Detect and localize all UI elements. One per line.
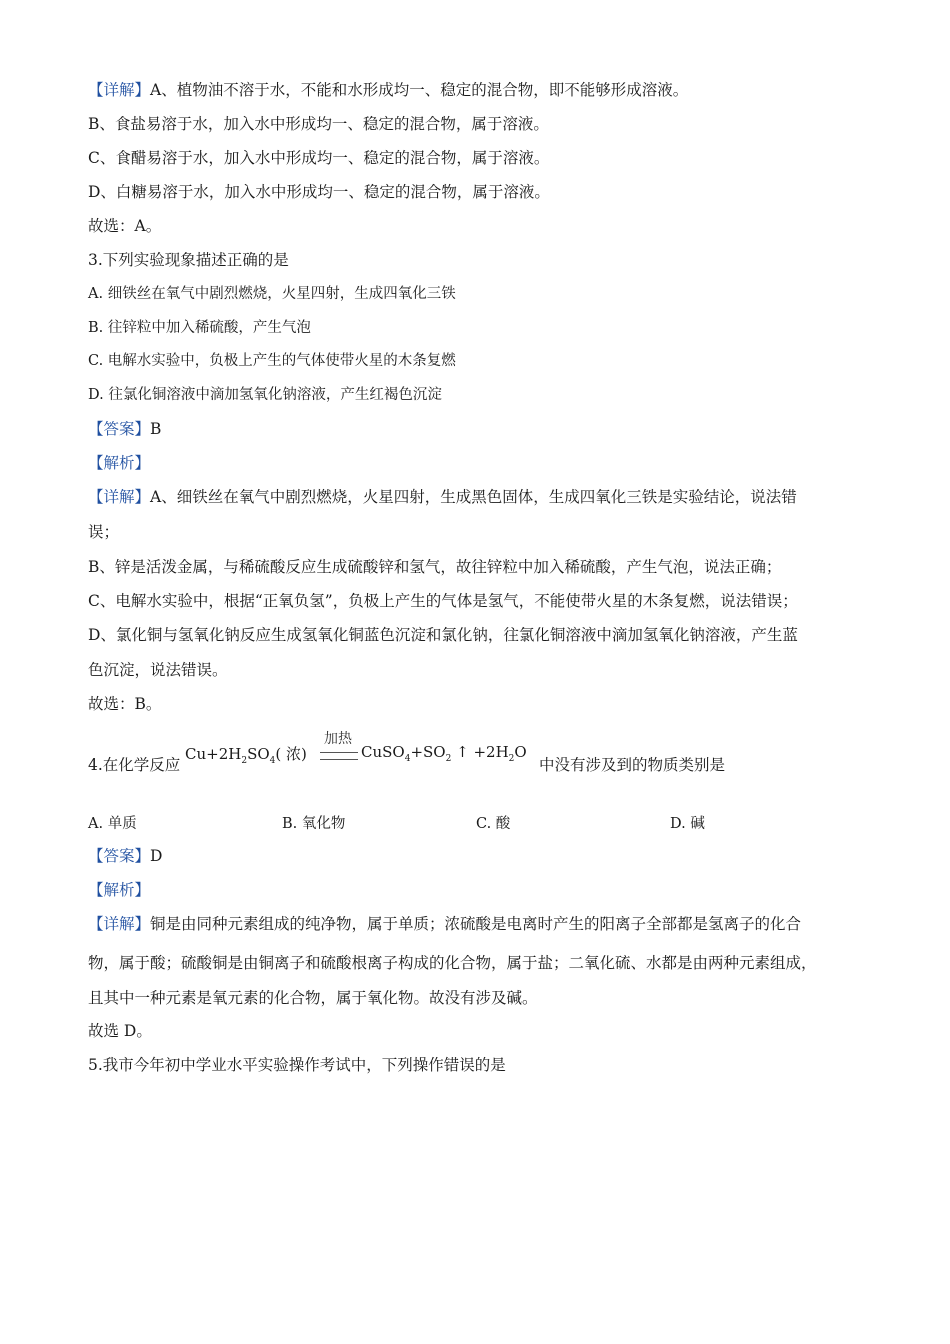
q3-detail-d-2: 色沉淀，说法错误。 (88, 661, 228, 679)
q3-detail-a-1 (88, 486, 797, 508)
q4-option-b: B. 氧化物 (282, 816, 346, 832)
q3-answer (88, 418, 161, 440)
q3-detail-b: B、锌是活泼金属，与稀硫酸反应生成硫酸锌和氢气，故往锌粒中加入稀硫酸，产生气泡，说法正确； (88, 558, 782, 576)
q5-question: 5.我市今年初中学业水平实验操作考试中，下列操作错误的是 (88, 1056, 506, 1074)
q3-option-d: D. 往氯化铜溶液中滴加氢氧化钠溶液，产生红褐色沉淀 (88, 387, 442, 403)
detail-tag: 【详解】 (88, 81, 151, 99)
equation-reactants (185, 743, 307, 766)
q2-detail-d: D、白糖易溶于水，加入水中形成均一、稳定的混合物，属于溶液。 (88, 183, 550, 201)
equation-products (361, 743, 527, 764)
q2-detail-b: B、食盐易溶于水，加入水中形成均一、稳定的混合物，属于溶液。 (88, 115, 549, 133)
eq-so2: +SO (410, 743, 446, 761)
q3-conclusion: 故选：B。 (88, 695, 162, 713)
q4-detail-2: 物，属于酸；硫酸铜是由铜离子和硫酸根离子构成的化合物，属于盐；二氧化硫、水都是由两种元素组成， (88, 954, 817, 972)
q4-option-a: A. 单质 (88, 816, 137, 832)
detail-tag: 【详解】 (88, 915, 151, 933)
q2-detail-c: C、食醋易溶于水，加入水中形成均一、稳定的混合物，属于溶液。 (88, 149, 550, 167)
q3-answer-value: B (150, 420, 162, 438)
q2-detail-a (88, 79, 688, 101)
eq-water: +2H (473, 743, 509, 761)
q3-detail-d-1: D、氯化铜与氢氧化钠反应生成氢氧化铜蓝色沉淀和氯化钠，往氯化铜溶液中滴加氢氧化钠溶液，产生蓝 (88, 626, 798, 644)
q2-conclusion: 故选：A。 (88, 217, 162, 235)
q3-analysis (88, 452, 150, 474)
q3-detail-c: C、电解水实验中，根据“正氧负氢”，负极上产生的气体是氢气，不能使带火星的木条复燃，说法错误； (88, 592, 798, 610)
eq-sub: 2 (508, 754, 515, 764)
q2-detail-a-text: A、植物油不溶于水，不能和水形成均一、稳定的混合物，即不能够形成溶液。 (150, 81, 689, 99)
q4-detail-1-text: 铜是由同种元素组成的纯净物，属于单质；浓硫酸是电离时产生的阳离子全部都是氢离子的化合 (150, 915, 802, 933)
q3-option-a: A. 细铁丝在氧气中剧烈燃烧，火星四射，生成四氧化三铁 (88, 286, 456, 302)
gas-arrow-icon: ↑ (451, 743, 474, 761)
eq-sub: 2 (241, 756, 248, 766)
answer-tag: 【答案】 (88, 847, 151, 865)
analysis-tag: 【解析】 (88, 881, 151, 899)
q4-question (88, 728, 848, 778)
eq-o: O (514, 743, 527, 761)
q3-question: 3.下列实验现象描述正确的是 (88, 251, 289, 269)
q4-question-suffix: 中没有涉及到的物质类别是 (539, 756, 726, 774)
q4-option-d: D. 碱 (670, 816, 705, 832)
eq-sub: 4 (269, 756, 276, 766)
equation-condition: 加热 (324, 731, 352, 747)
q4-answer-value: D (150, 847, 163, 865)
analysis-tag: 【解析】 (88, 454, 151, 472)
equation-equals-sign (320, 752, 358, 760)
q3-detail-a-text: A、细铁丝在氧气中剧烈燃烧，火星四射，生成黑色固体，生成四氧化三铁是实验结论，说法错 (150, 488, 797, 506)
eq-sub: 2 (445, 754, 452, 764)
eq-so4: SO (247, 745, 270, 763)
detail-tag: 【详解】 (88, 488, 151, 506)
q4-answer (88, 845, 162, 867)
q3-option-c: C. 电解水实验中，负极上产生的气体使带火星的木条复燃 (88, 353, 456, 369)
eq-cuso4: CuSO (361, 743, 405, 761)
q4-option-c: C. 酸 (476, 816, 511, 832)
q4-detail-3: 且其中一种元素是氧元素的化合物，属于氧化物。故没有涉及碱。 (88, 989, 538, 1007)
eq-concentrated: ( 浓) (275, 745, 307, 763)
q4-conclusion: 故选 D。 (88, 1022, 152, 1040)
eq-sub: 4 (404, 754, 411, 764)
answer-tag: 【答案】 (88, 420, 151, 438)
q3-detail-a-2: 误； (88, 523, 120, 541)
q4-question-prefix: 4.在化学反应 (88, 756, 181, 774)
q4-detail-1 (88, 913, 801, 935)
eq-cu: Cu+2H (185, 745, 242, 763)
q3-option-b: B. 往锌粒中加入稀硫酸，产生气泡 (88, 320, 311, 336)
q4-analysis (88, 879, 150, 901)
